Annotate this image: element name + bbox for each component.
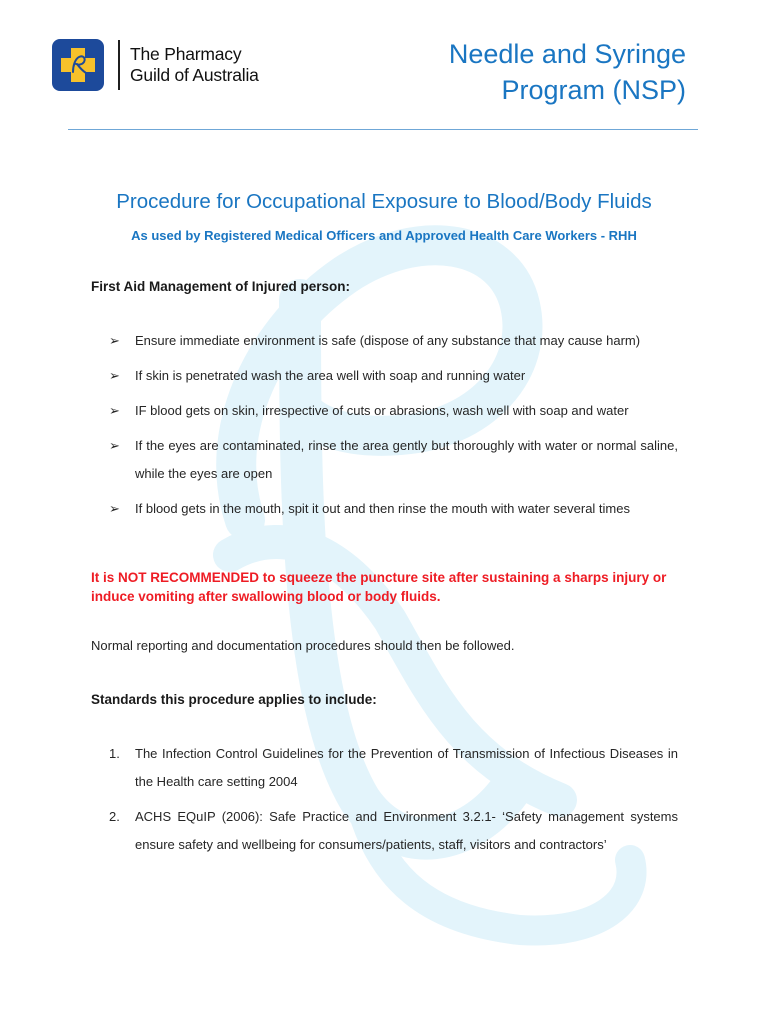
list-item-text: The Infection Control Guidelines for the Prevention of Transmission of Infectious Diseases in the Health care setting 2004: [135, 746, 678, 789]
list-item-text: Ensure immediate environment is safe (dispose of any substance that may cause harm): [135, 333, 641, 348]
document-subtitle: As used by Registered Medical Officers and Approved Health Care Workers - RHH: [131, 228, 637, 243]
standards-heading: Standards this procedure applies to include:: [91, 692, 377, 707]
list-item: [107, 740, 678, 796]
list-item: [107, 495, 678, 523]
program-title-line-2: Program (NSP): [501, 75, 686, 105]
standards-list: [107, 740, 678, 866]
org-name-line-2: Guild of Australia: [130, 65, 259, 85]
list-item-text: If skin is penetrated wash the area well with soap and running water: [135, 368, 526, 383]
bullet-arrow-icon: ➢: [109, 403, 120, 418]
list-item-text: If blood gets in the mouth, spit it out and then rinse the mouth with water several times: [135, 501, 630, 516]
program-title: [449, 36, 686, 108]
list-item: [107, 327, 678, 355]
list-item-text: ACHS EQuIP (2006): Safe Practice and Environment 3.2.1- ‘Safety management systems ensure safety and wellbeing for consumers/patients, staff, visitors and contractors’: [135, 809, 678, 852]
list-item-text: If the eyes are contaminated, rinse the area gently but thoroughly with water or normal saline, while the eyes are open: [135, 438, 678, 481]
organization-name: [130, 44, 259, 86]
guild-logo: [52, 39, 104, 91]
list-number: 1.: [109, 746, 120, 761]
list-item: [107, 397, 678, 425]
bullet-arrow-icon: ➢: [109, 368, 120, 383]
list-item: [107, 362, 678, 390]
bullet-arrow-icon: ➢: [109, 438, 120, 453]
logo-divider: [118, 40, 120, 90]
list-number: 2.: [109, 809, 120, 824]
list-item: [107, 803, 678, 859]
program-title-line-1: Needle and Syringe: [448, 39, 686, 69]
bullet-arrow-icon: ➢: [109, 501, 120, 516]
org-name-line-1: The Pharmacy: [130, 44, 242, 64]
list-item-text: IF blood gets on skin, irrespective of cuts or abrasions, wash well with soap and water: [135, 403, 629, 418]
document-title: Procedure for Occupational Exposure to Blood/Body Fluids: [116, 190, 652, 213]
bullet-arrow-icon: ➢: [109, 333, 120, 348]
list-item: [107, 432, 678, 488]
header-divider: [68, 129, 698, 130]
first-aid-list: [107, 327, 678, 530]
first-aid-heading: First Aid Management of Injured person:: [91, 279, 351, 294]
pharmacy-cross-icon: [52, 39, 104, 91]
reporting-note: Normal reporting and documentation procedures should then be followed.: [91, 638, 515, 653]
warning-text: It is NOT RECOMMENDED to squeeze the puncture site after sustaining a sharps injury or induce vomiting after swallowing blood or body fluids.: [91, 570, 667, 604]
